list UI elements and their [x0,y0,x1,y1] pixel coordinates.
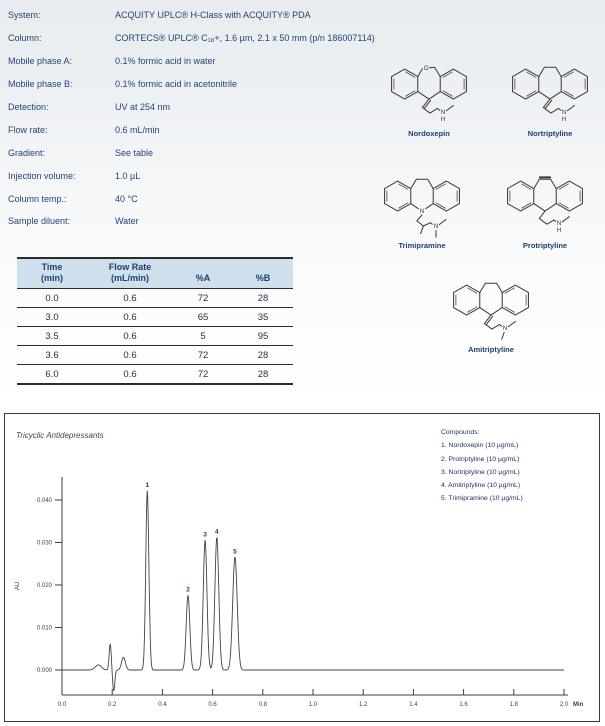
hydrogen-atom-label: H [556,227,562,235]
condition-label: Column temp.: [8,193,67,204]
condition-label: Mobile phase A: [8,56,73,67]
structure-name: Protriptyline [522,241,568,250]
structure-name: Amitriptyline [468,345,514,354]
table-cell: 5 [173,327,233,346]
nitrogen-atom-label: N [556,220,562,228]
structure-trimipramine [375,168,469,250]
nordoxepin-structure-drawing [382,56,476,129]
x-tick-label: 1.8 [509,702,518,708]
legend-item: 3. Nortriptyline (10 µg/mL) [441,468,520,476]
peak-label: 1 [145,482,150,490]
x-tick-label: 0.8 [258,702,267,708]
x-tick-label: 1.0 [308,702,318,708]
y-tick-label: 0.020 [36,583,52,589]
x-tick-label: 0.0 [57,702,67,708]
table-cell: 65 [173,308,233,327]
condition-row [8,141,360,164]
peak-label: 5 [233,548,237,556]
chromatogram-svg [5,414,599,721]
y-tick-label: 0.010 [36,625,52,632]
legend-header: Compounds: [441,429,480,436]
x-tick-label: 0.4 [158,702,167,708]
chromatogram-trace [62,491,564,691]
condition-value: 0.1% formic acid in water [115,56,216,67]
table-row [17,327,293,346]
table-cell: 3.0 [17,308,87,327]
condition-label: Detection: [8,102,49,112]
table-cell: 28 [257,368,269,380]
gradient-table-header-row [17,258,293,289]
y-tick-label: 0.030 [36,540,52,547]
structure-nordoxepin [382,56,476,138]
condition-value: ACQUITY UPLC® H-Class with ACQUITY® PDA [115,10,311,21]
structure-protriptyline [498,168,592,250]
x-tick-label: 1.6 [459,702,468,708]
table-cell: 3.5 [17,327,87,346]
condition-row [8,50,360,73]
hydrogen-atom-label: H [440,116,446,124]
condition-label: Sample diluent: [8,216,71,227]
x-tick-label: 2.0 [559,702,569,708]
trimipramine-structure-drawing [375,168,469,241]
header-time: Time (min) [17,258,87,289]
chromatogram-title: Tricyclic Antidepressants [16,431,104,440]
condition-label: Mobile phase B: [8,79,73,90]
legend-item: 2. Protriptyline (10 µg/mL) [441,455,520,463]
structure-name: Trimipramine [398,241,446,250]
peak-label: 3 [203,531,207,539]
table-cell: 95 [233,327,293,346]
condition-label: Injection volume: [8,170,76,181]
method-conditions-list [8,4,375,233]
table-row [17,365,293,385]
condition-label: Gradient: [8,147,46,158]
condition-value: Water [115,216,139,227]
condition-row [8,73,360,96]
condition-row [8,96,360,119]
chromatogram-panel [4,413,600,722]
condition-label: Column: [8,33,42,44]
x-tick-label: 0.2 [108,702,117,708]
condition-value: CORTECS® UPLC® C₁₈+, 1.6 µm, 2.1 x 50 mm (p/n 186007114) [115,33,375,44]
condition-row [8,4,360,27]
header-flow-rate: Flow Rate (mL/min) [87,258,173,289]
condition-label: Flow rate: [8,124,48,135]
condition-value: See table [115,147,154,158]
table-cell: 72 [173,346,233,365]
condition-value: 0.6 mL/min [115,124,160,135]
x-tick-label: 0.6 [208,702,217,708]
peak-label: 4 [215,528,219,536]
table-cell: 0.6 [87,289,173,308]
legend-item: 1. Nordoxepin (10 µg/mL) [441,442,519,450]
condition-row [8,27,375,50]
structure-amitriptyline [444,272,538,354]
protriptyline-structure-drawing [498,168,592,241]
condition-row [8,187,360,210]
header-percent-a: %A [173,258,233,289]
table-cell: 0.6 [87,308,173,327]
y-tick-label: 0.000 [36,668,52,674]
table-cell: 0.0 [17,289,87,308]
structure-name: Nordoxepin [408,129,450,138]
condition-value: 0.1% formic acid in acetonitrile [115,79,238,90]
nitrogen-atom-label: N [502,325,508,333]
table-cell: 0.6 [87,346,173,365]
table-cell: 28 [233,346,293,365]
table-cell: 3.6 [17,346,87,365]
nortriptyline-structure-drawing [503,56,597,129]
nitrogen-atom-label: N [561,109,567,117]
table-row [17,308,293,327]
condition-label: System: [8,10,41,21]
hydrogen-atom-label: H [561,116,567,124]
peak-label: 2 [186,586,190,594]
legend-item: 4. Amitriptyline (10 µg/mL) [441,482,521,490]
x-tick-label: 1.2 [359,702,368,708]
condition-value: UV at 254 nm [115,102,171,112]
condition-value: 1.0 µL [115,170,141,181]
condition-row [8,118,360,141]
nitrogen-atom-label: N [419,207,425,215]
legend-item: 5. Trimipramine (10 µg/mL) [441,495,523,503]
table-row [17,289,293,308]
x-axis-unit: Min [573,702,584,708]
oxygen-atom-label: O [423,65,429,73]
condition-row [8,210,360,233]
amitriptyline-structure-drawing [444,272,538,345]
y-axis-label: AU [15,581,21,591]
table-cell: 72 [173,289,233,308]
condition-value: 40 °C [115,193,138,204]
table-cell: 28 [233,289,293,308]
y-tick-label: 0.040 [36,498,52,504]
table-cell: 6.0 [45,368,59,380]
table-cell: 35 [233,308,293,327]
x-tick-label: 1.4 [409,702,418,708]
header-percent-b: %B [233,258,293,289]
structure-name: Nortriptyline [527,129,573,138]
condition-row [8,164,360,187]
table-cell: 0.6 [87,327,173,346]
nitrogen-atom-label: N [433,222,439,230]
table-cell: 72 [197,368,209,380]
table-row [17,346,293,365]
table-cell: 0.6 [123,368,137,380]
structure-nortriptyline [503,56,597,138]
nitrogen-atom-label: N [440,109,446,117]
gradient-table [17,257,293,385]
